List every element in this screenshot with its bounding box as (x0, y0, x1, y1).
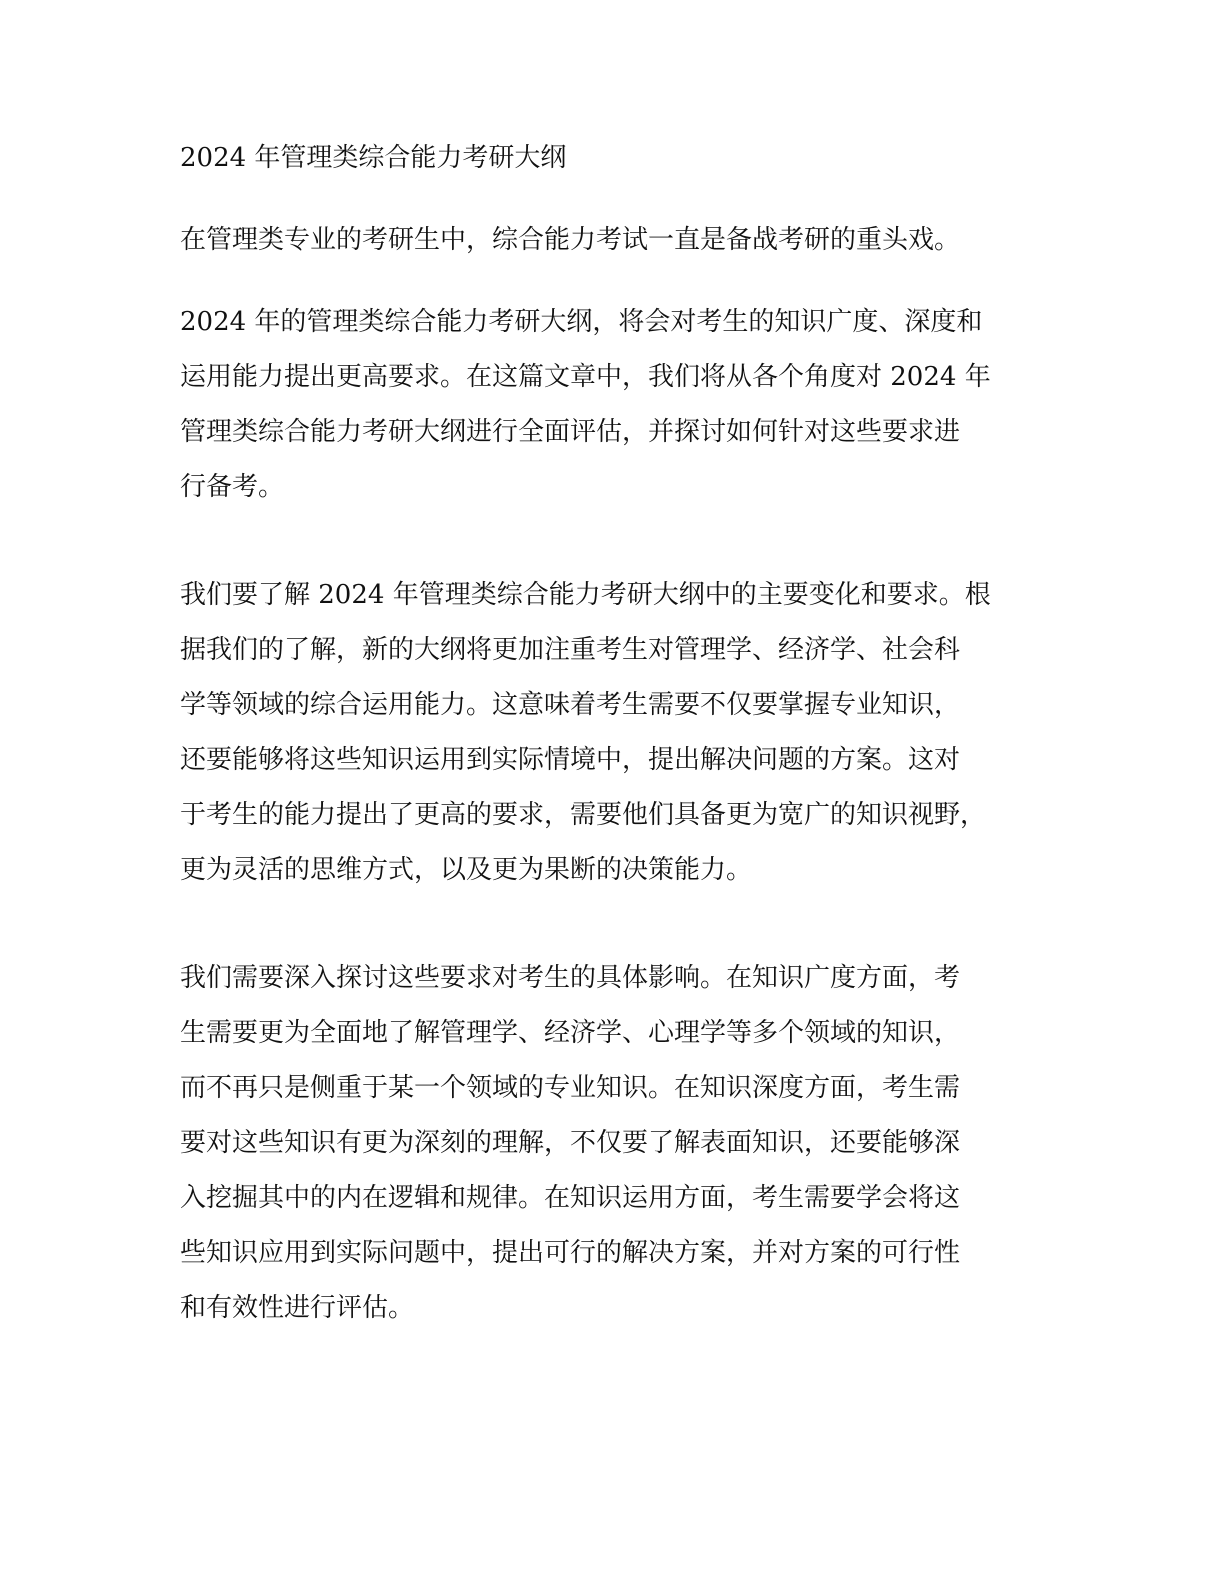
paragraph-2-line-4: 还要能够将这些知识运用到实际情境中，提出解决问题的方案。这对 (180, 745, 961, 775)
paragraph-3-line-6: 些知识应用到实际问题中，提出可行的解决方案，并对方案的可行性 (180, 1238, 961, 1268)
paragraph-3-line-2: 生需要更为全面地了解管理学、经济学、心理学等多个领域的知识， (180, 1018, 961, 1048)
paragraph-2-line-5: 于考生的能力提出了更高的要求，需要他们具备更为宽广的知识视野， (180, 800, 987, 830)
paragraph-3-line-1: 我们需要深入探讨这些要求对考生的具体影响。在知识广度方面，考 (180, 963, 961, 993)
paragraph-2-line-1: 我们要了解 2024 年管理类综合能力考研大纲中的主要变化和要求。根 (180, 580, 991, 610)
paragraph-1-line-1: 在管理类专业的考研生中，综合能力考试一直是备战考研的重头戏。 (180, 225, 961, 255)
paragraph-3-line-4: 要对这些知识有更为深刻的理解，不仅要了解表面知识，还要能够深 (180, 1128, 961, 1158)
paragraph-1-line-5: 行备考。 (180, 472, 285, 502)
paragraph-3-line-3: 而不再只是侧重于某一个领域的专业知识。在知识深度方面，考生需 (180, 1073, 961, 1103)
document-title: 2024 年管理类综合能力考研大纲 (180, 143, 567, 173)
paragraph-1-line-2: 2024 年的管理类综合能力考研大纲，将会对考生的知识广度、深度和 (180, 307, 983, 337)
paragraph-3-line-5: 入挖掘其中的内在逻辑和规律。在知识运用方面，考生需要学会将这 (180, 1183, 961, 1213)
paragraph-1-line-3: 运用能力提出更高要求。在这篇文章中，我们将从各个角度对 2024 年 (180, 362, 991, 392)
paragraph-2-line-2: 据我们的了解，新的大纲将更加注重考生对管理学、经济学、社会科 (180, 635, 961, 665)
paragraph-3-line-7: 和有效性进行评估。 (180, 1293, 415, 1323)
paragraph-2-line-3: 学等领域的综合运用能力。这意味着考生需要不仅要掌握专业知识， (180, 690, 961, 720)
paragraph-2-line-6: 更为灵活的思维方式，以及更为果断的决策能力。 (180, 855, 753, 885)
paragraph-1-line-4: 管理类综合能力考研大纲进行全面评估，并探讨如何针对这些要求进 (180, 417, 961, 447)
